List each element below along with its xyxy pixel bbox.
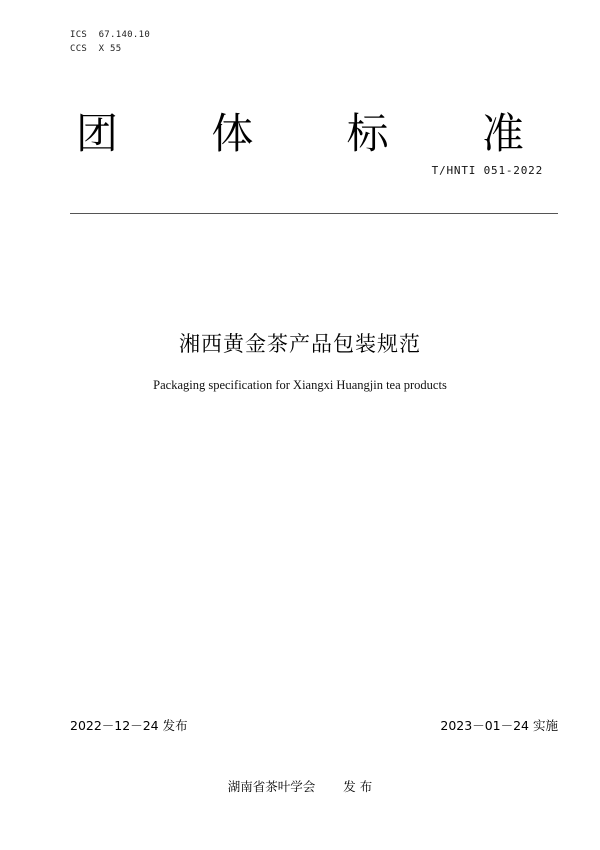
publisher-action: 发 布 [343, 779, 373, 794]
publisher-line [0, 777, 600, 795]
document-title-en: Packaging specification for Xiangxi Huangjin tea products [153, 378, 447, 392]
implement-date: 2023－01－24 实施 [440, 718, 558, 733]
publish-date: 2022－12－24 发布 [70, 718, 188, 733]
classification-codes [70, 28, 150, 56]
ics-code: ICS 67.140.10 [70, 30, 151, 40]
publisher-organization: 湖南省茶叶学会 [227, 779, 316, 794]
standard-number: T/HNTI 051-2022 [431, 164, 543, 177]
header-divider [70, 213, 558, 214]
document-title-cn: 湘西黄金茶产品包装规范 [179, 332, 421, 356]
standard-type-heading: 团 体 标 准 [75, 109, 565, 158]
ccs-code: CCS X 55 [70, 44, 122, 54]
